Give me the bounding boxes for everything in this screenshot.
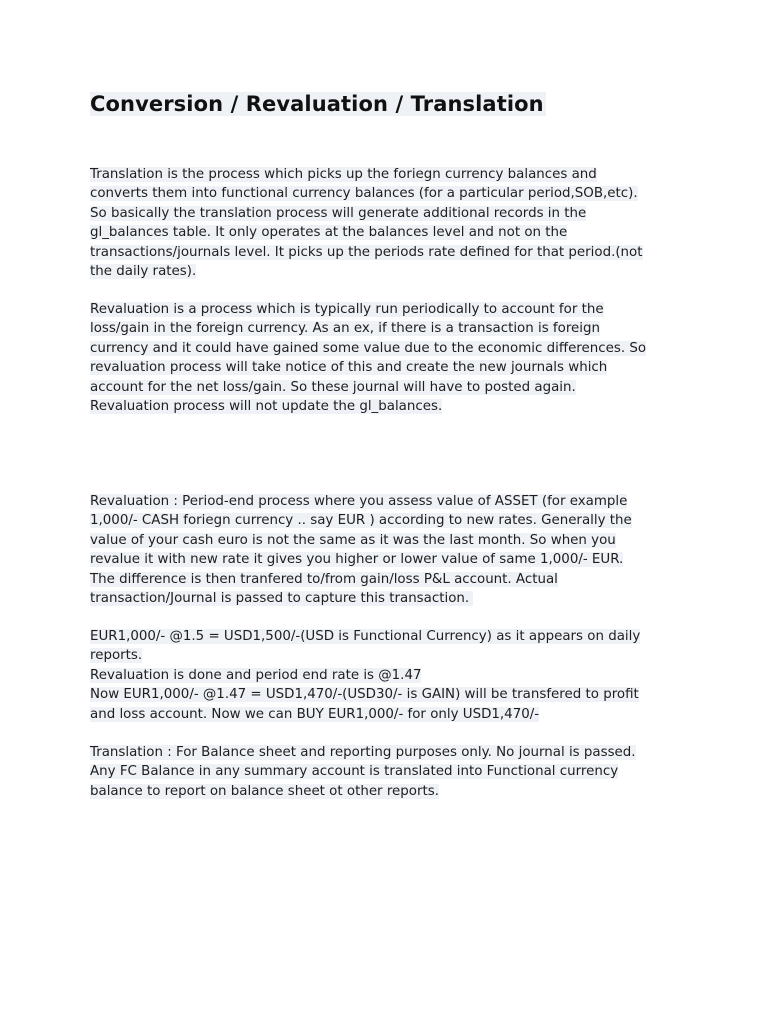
paragraph-revaluation-definition (90, 300, 690, 416)
text-line: Translation is the process which picks up the foriegn currency balances and (90, 167, 597, 182)
text-line: the daily rates). (90, 264, 197, 280)
text-line: EUR1,000/- @1.5 = USD1,500/-(USD is Functional Currency) as it appears on daily (90, 629, 641, 644)
text-line: currency and it could have gained some value due to the economic differences. So (90, 340, 647, 356)
text-line: Revaluation : Period-end process where you assess value of ASSET (for example (90, 494, 628, 509)
text-line: balance to report on balance sheet ot other reports. (90, 783, 439, 799)
text-line: converts them into functional currency balances (for a particular period,SOB,etc). (90, 186, 638, 202)
text-line: The difference is then tranfered to/from gain/loss P&L account. Actual (90, 571, 558, 587)
page-title-text: Conversion / Revaluation / Translation (90, 92, 544, 116)
text-line: value of your cash euro is not the same as it was the last month. So when you (90, 532, 616, 548)
text-line: So basically the translation process will generate additional records in the (90, 205, 587, 221)
text-line: revalue it with new rate it gives you higher or lower value of same 1,000/- EUR. (90, 552, 624, 568)
paragraph-translation-definition (90, 165, 690, 281)
text-line: account for the net loss/gain. So these journal will have to posted again. (90, 379, 576, 395)
text-line: reports. (90, 648, 143, 664)
text-line: Revaluation is done and period end rate is @1.47 (90, 667, 422, 683)
text-line: revaluation process will take notice of this and create the new journals which (90, 360, 608, 376)
text-line: gl_balances table. It only operates at the balances level and not on the (90, 225, 568, 241)
text-line: Revaluation process will not update the gl_balances. (90, 399, 443, 415)
paragraph-translation-summary (90, 743, 690, 801)
text-line: transactions/journals level. It picks up the periods rate defined for that period.(not (90, 244, 643, 260)
text-line: transaction/Journal is passed to capture this transaction. (90, 591, 474, 607)
text-line: Any FC Balance in any summary account is translated into Functional currency (90, 764, 619, 780)
paragraph-revaluation-example (90, 627, 690, 724)
text-line: Translation : For Balance sheet and reporting purposes only. No journal is passed. (90, 745, 636, 760)
page-title (90, 89, 546, 119)
paragraph-revaluation-period-end (90, 492, 690, 608)
text-line: 1,000/- CASH foriegn currency .. say EUR ) according to new rates. Generally the (90, 513, 632, 529)
text-line: Now EUR1,000/- @1.47 = USD1,470/-(USD30/- is GAIN) will be transfered to profit (90, 687, 639, 703)
text-line: and loss account. Now we can BUY EUR1,000/- for only USD1,470/- (90, 706, 540, 722)
text-line: Revaluation is a process which is typically run periodically to account for the (90, 302, 604, 317)
text-line: loss/gain in the foreign currency. As an ex, if there is a transaction is foreign (90, 321, 600, 337)
